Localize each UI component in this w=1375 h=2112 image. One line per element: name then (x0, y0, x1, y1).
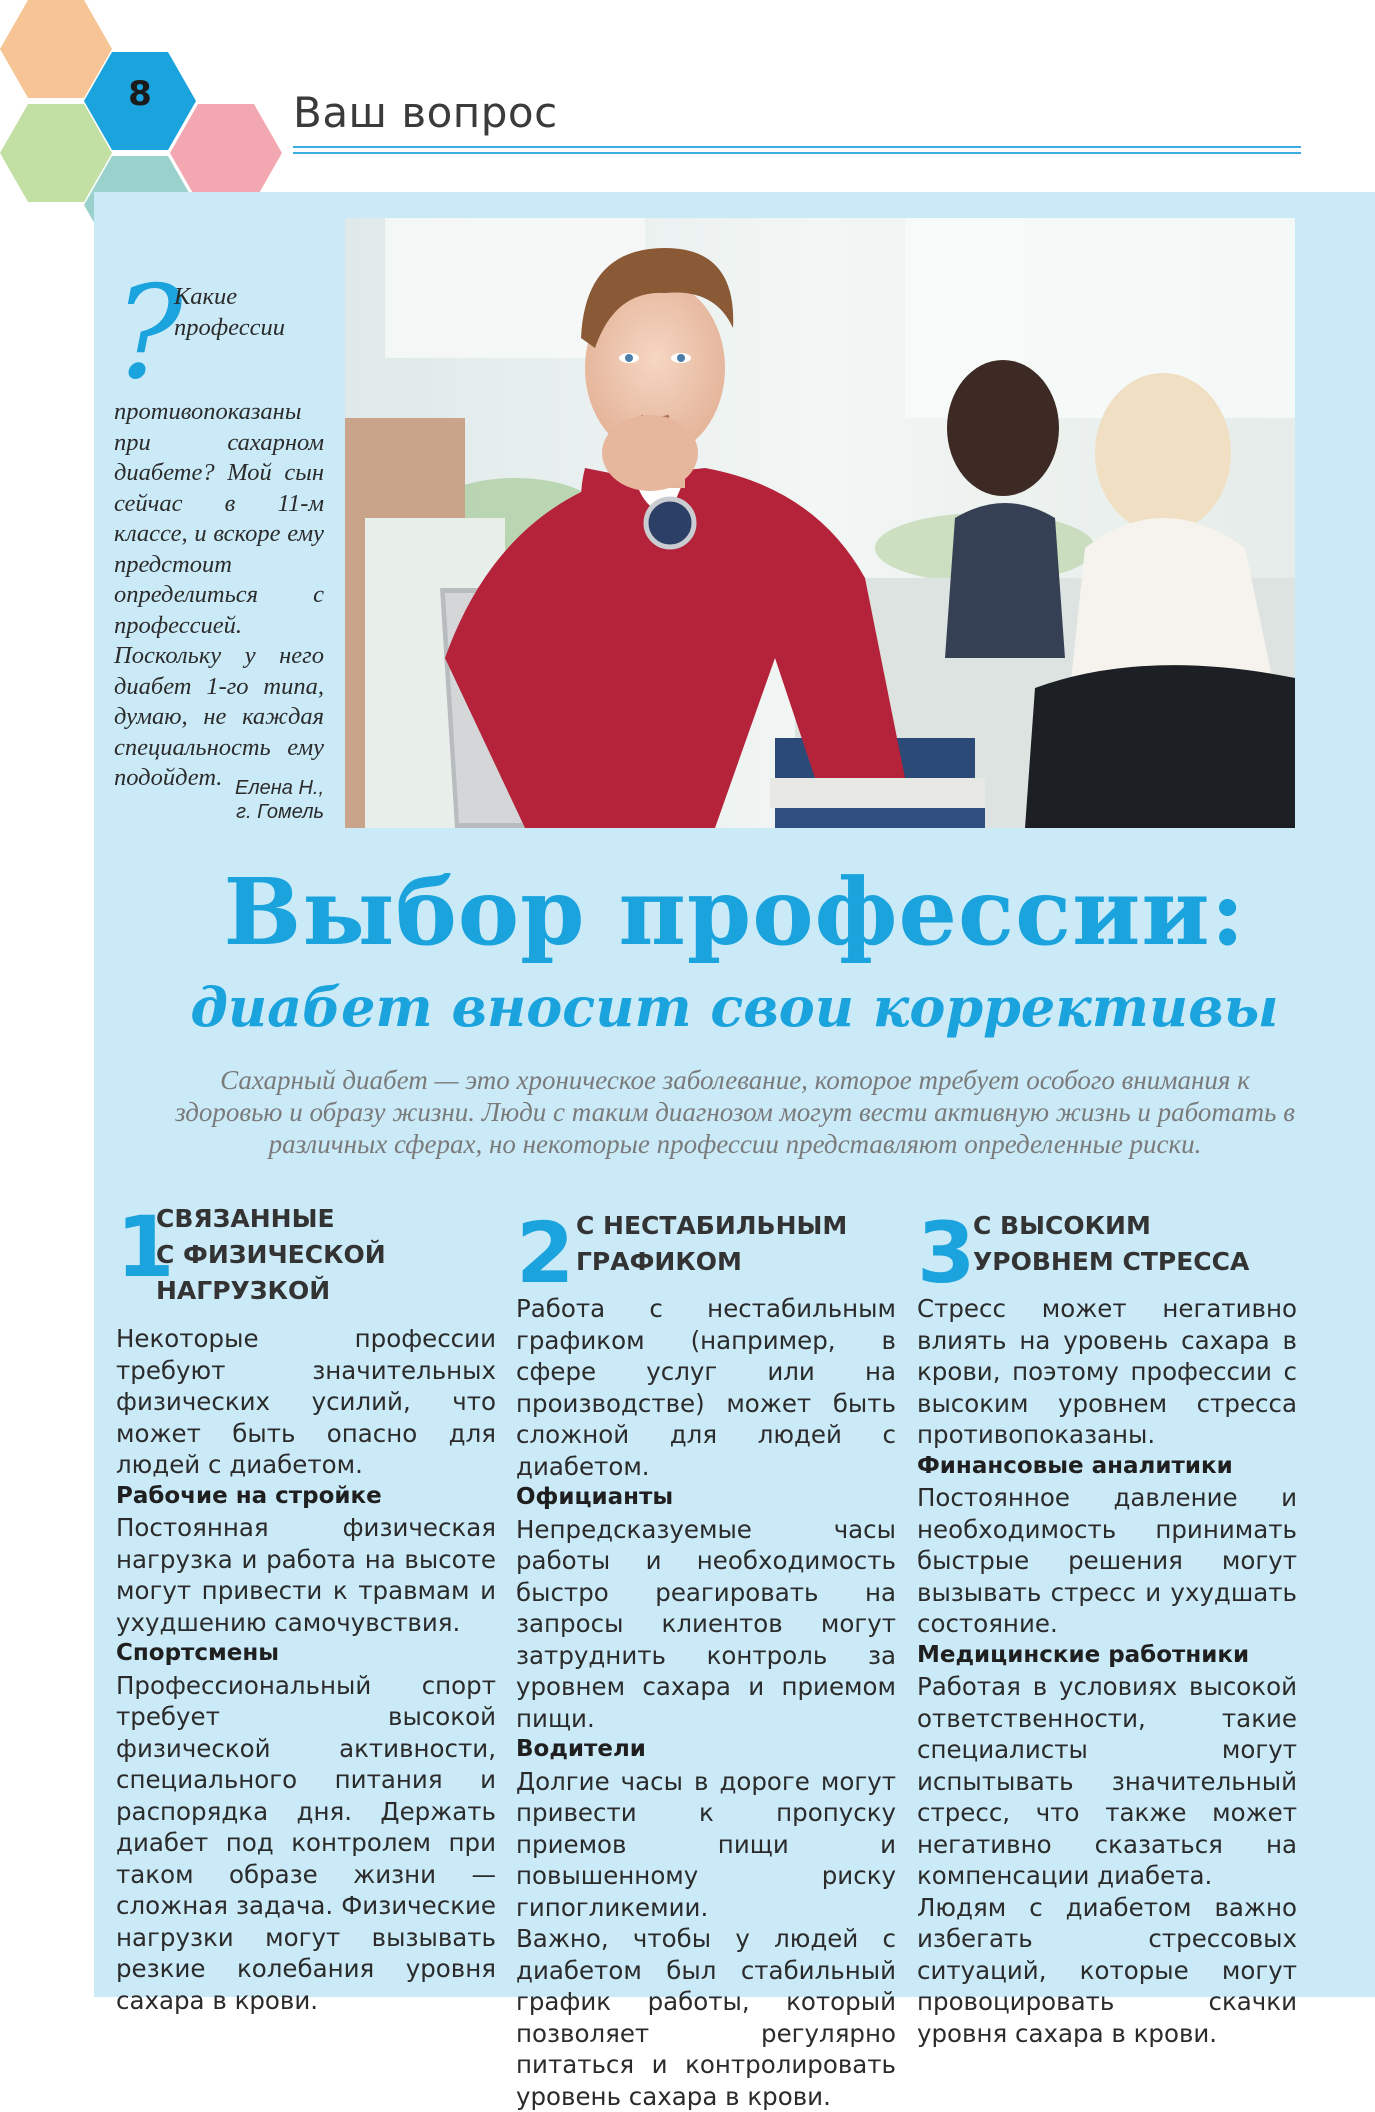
header-rule-top (293, 146, 1301, 148)
paragraph: Профессиональный спорт требует высокой физической активности, специального питания и распорядка дня. Держать диабет под контролем при таком образе жизни — сложная задача. Физические нагрузки могут вызывать резкие колебания уровня сахара в крови. (116, 1670, 496, 2015)
column-body (516, 1293, 896, 2112)
subheading-financial-analysts: Финансовые аналитики (917, 1452, 1233, 1479)
column-outro: Людям с диабетом важно избегать стрессовых ситуаций, которые могут провоцировать скачки уровня сахара в крови. (917, 1892, 1297, 2048)
column-header (116, 1198, 496, 1305)
column-physical-load (116, 1198, 496, 2016)
paragraph: Постоянная физическая нагрузка и работа на высоте могут привести к травмам и ухудшению самочувствия. (116, 1513, 496, 1637)
hexagon-pink (170, 104, 282, 202)
paragraph: Долгие часы в дороге могут привести к пропуску приемов пищи и повышенному риску гипогликемии. (516, 1766, 896, 1922)
subheading-athletes: Спортсмены (116, 1640, 280, 1666)
column-title-line: С ВЫСОКИМ (973, 1211, 1151, 1240)
column-intro: Некоторые профессии требуют значительных физических усилий, что может быть опасно для людей с диабетом. (116, 1324, 496, 1479)
page-number: 8 (128, 74, 152, 114)
column-number: 2 (516, 1204, 575, 1302)
article-headline: Выбор профессии: (223, 858, 1246, 966)
column-header (516, 1205, 896, 1305)
column-intro: Стресс может негативно влиять на уровень сахара в крови, поэтому профессии с высоким уровнем стресса противопоказаны. (917, 1294, 1297, 1449)
subheading-drivers: Водители (516, 1736, 646, 1762)
column-high-stress (917, 1205, 1297, 2049)
column-title-line: С ФИЗИЧЕСКОЙ (156, 1240, 386, 1269)
column-outro: Важно, чтобы у людей с диабетом был стабильный график работы, который позволяет регулярно питаться и контролировать уровень сахара в крови. (516, 1924, 896, 2111)
column-title-line: НАГРУЗКОЙ (156, 1276, 331, 1305)
column-title (973, 1208, 1249, 1280)
column-unstable-schedule (516, 1205, 896, 2112)
header-rule-bottom (293, 152, 1301, 154)
subheading-construction-workers: Рабочие на стройке (116, 1482, 382, 1509)
paragraph: Непредсказуемые часы работы и необходимость быстро реагировать на запросы клиентов могут затруднить контроль за уровнем сахара и приемом пищи. (516, 1514, 896, 1733)
subheading-waiters: Официанты (516, 1484, 674, 1510)
article-photo (345, 218, 1295, 828)
column-title-line: ГРАФИКОМ (576, 1247, 742, 1276)
paragraph: Работая в условиях высокой ответственности, такие специалисты могут испытывать значительный стресс, что также может негативно сказаться на компенсации диабета. (917, 1672, 1297, 1890)
reader-question-text: Какие профессии противопоказаны при сахарном диабете? Мой сын сейчас в 11-м классе, и вскоре ему предстоит определиться с профессией. Поскольку у него диабет 1-го типа, думаю, не каждая специальность ему подойдет. (114, 283, 324, 791)
column-title (576, 1208, 847, 1280)
column-title (156, 1201, 386, 1309)
author-city: г. Гомель (236, 801, 324, 823)
column-intro: Работа с нестабильным графиком (например, в сфере услуг или на производстве) может быть сложной для людей с диабетом. (516, 1294, 896, 1481)
column-body (917, 1293, 1297, 2049)
column-number: 3 (917, 1204, 976, 1302)
column-header (917, 1205, 1297, 1305)
column-title-line: УРОВНЕМ СТРЕССА (973, 1247, 1250, 1276)
paragraph: Постоянное давление и необходимость принимать быстрые решения могут вызывать стресс и ухудшать состояние. (917, 1483, 1297, 1638)
column-body (116, 1323, 496, 2016)
subheading-medical-workers: Медицинские работники (917, 1641, 1250, 1668)
question-mark-icon: ? (114, 259, 183, 408)
column-number: 1 (116, 1198, 175, 1296)
author-name: Елена Н., (235, 777, 324, 799)
column-title-line: С НЕСТАБИЛЬНЫМ (576, 1211, 848, 1240)
letter-author (114, 776, 324, 824)
column-title-line: СВЯЗАННЫЕ (156, 1204, 335, 1233)
article-subheadline: диабет вносит свои коррективы (190, 975, 1279, 1039)
section-title: Ваш вопрос (293, 88, 558, 137)
article-lead: Сахарный диабет — это хроническое заболевание, которое требует особого внимания к здоровью и образу жизни. Люди с таким диагнозом могут вести активную жизнь и работать в различных сферах, но некоторые профессии представляют определенные риски. (175, 1065, 1295, 1159)
